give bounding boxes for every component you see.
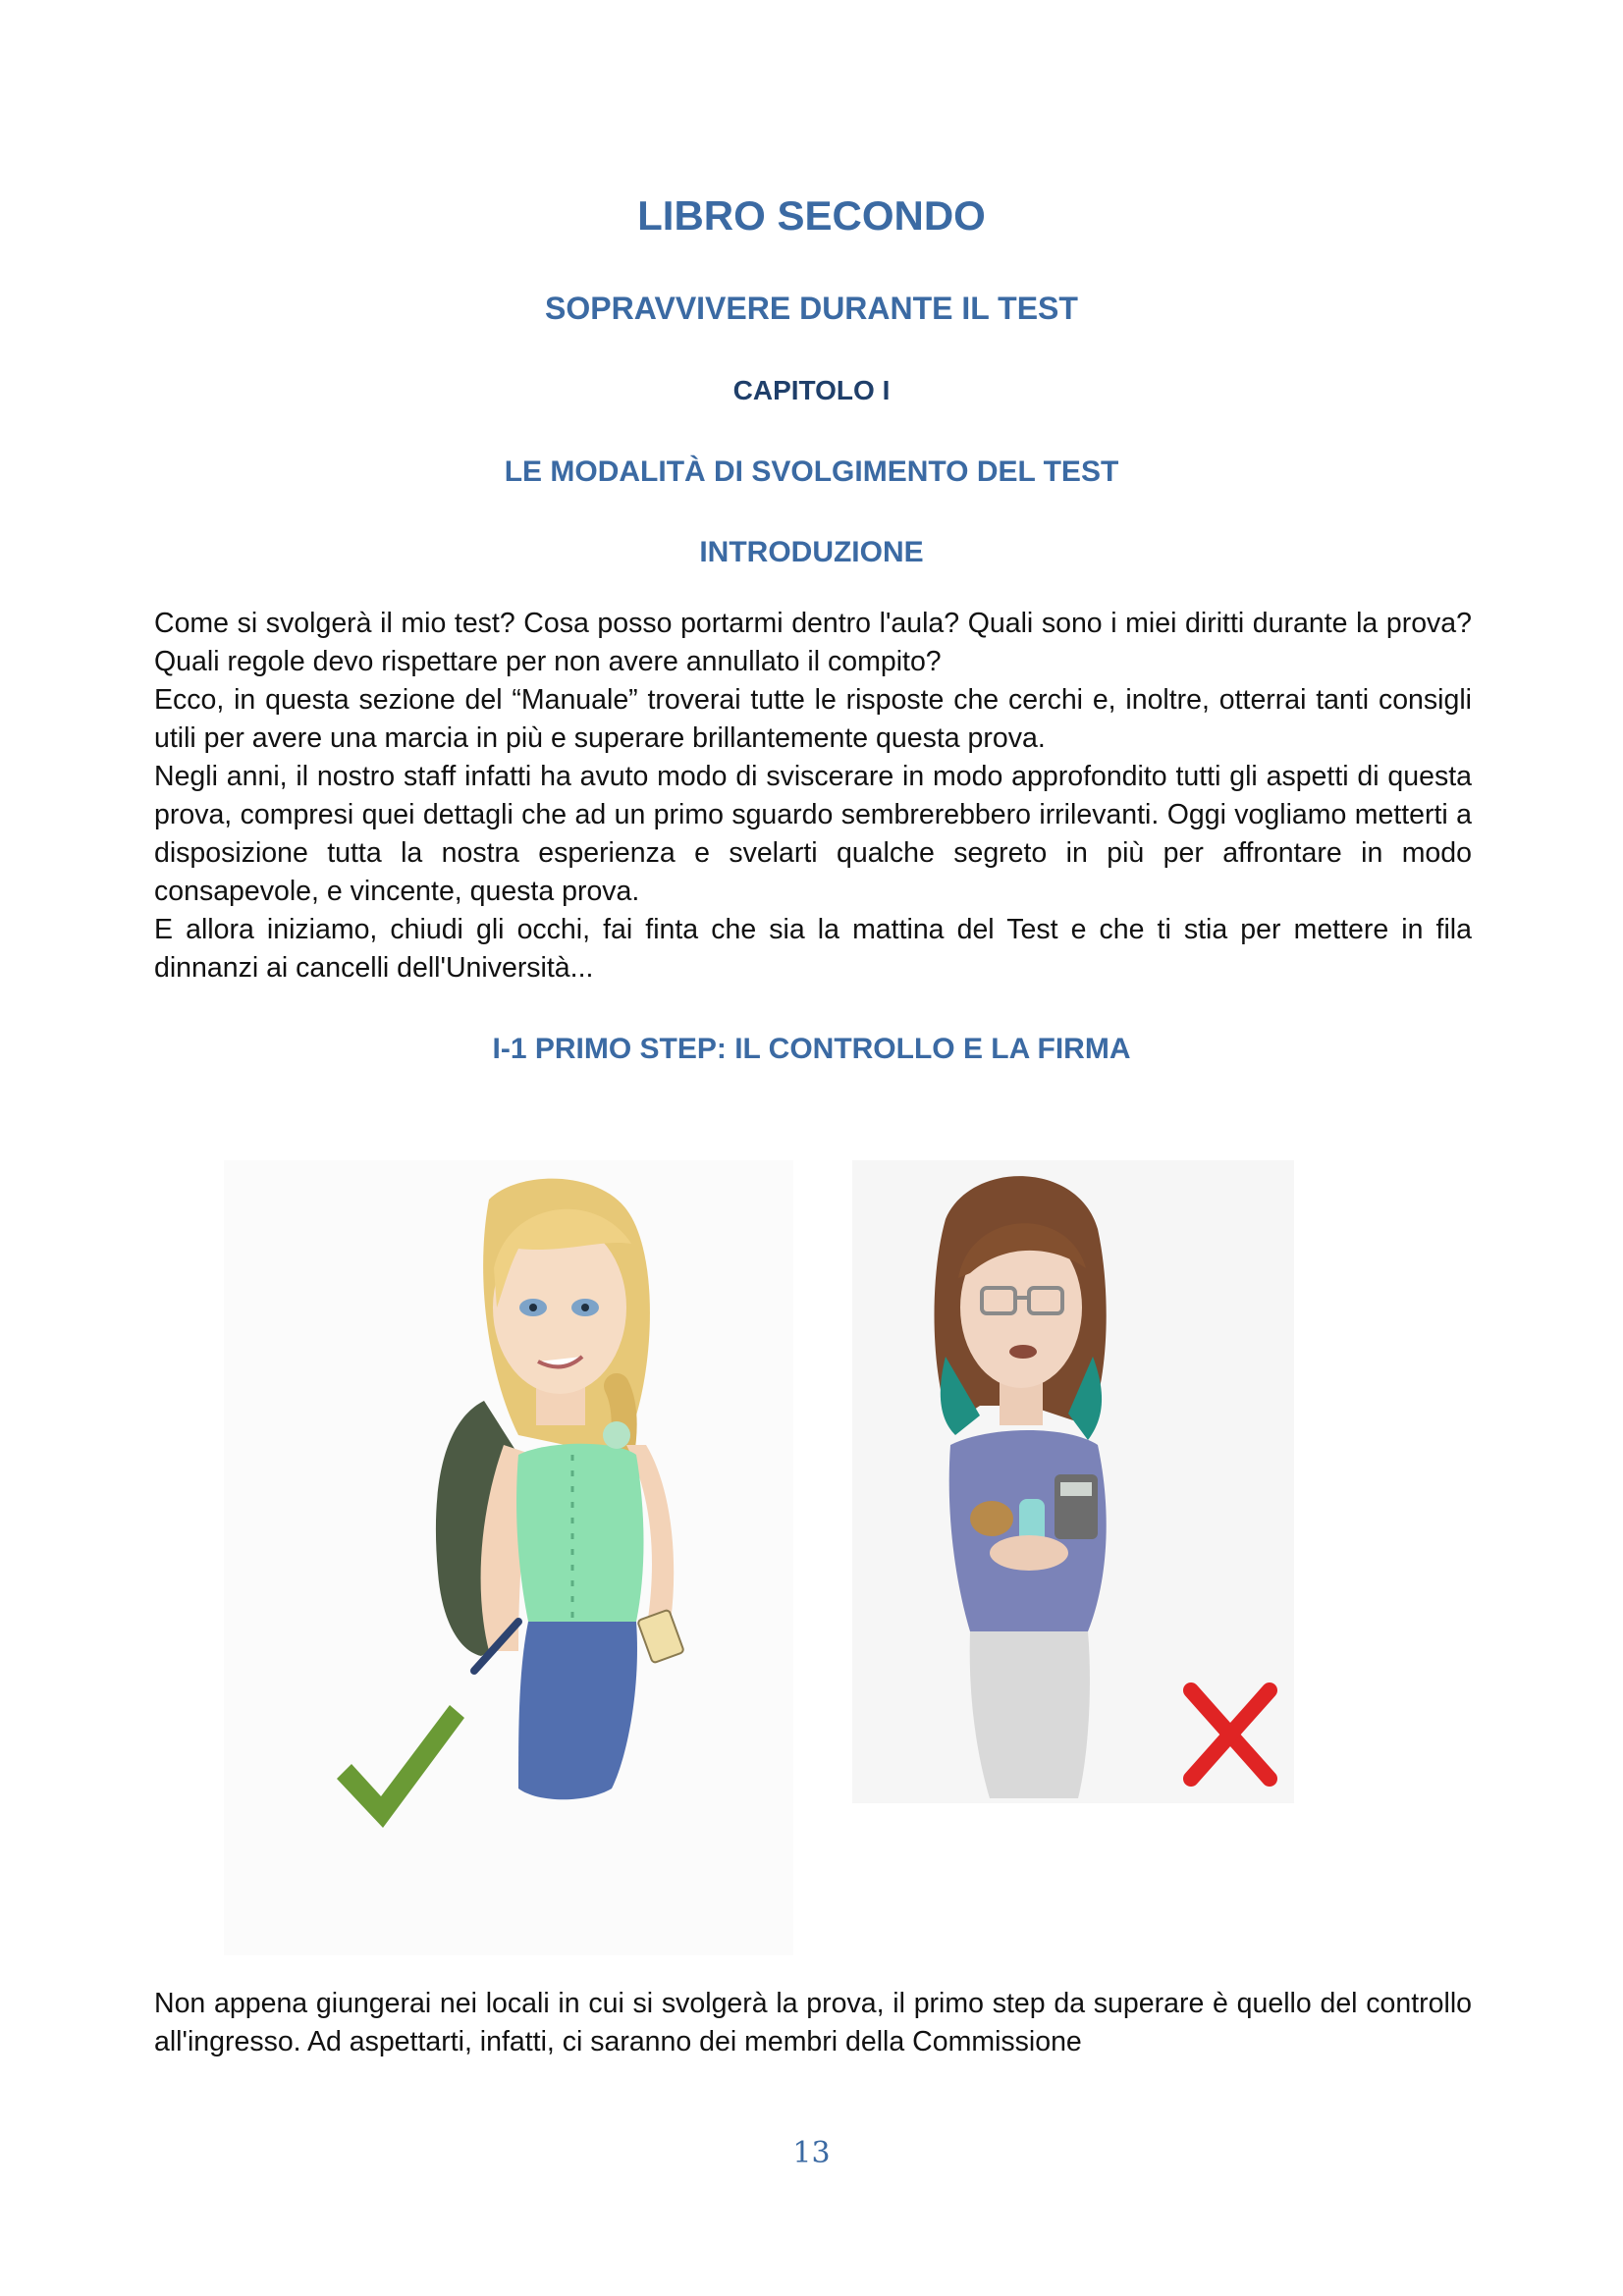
chapter-heading: CAPITOLO I — [732, 375, 891, 405]
intro-text — [154, 605, 1472, 988]
illustration — [224, 1160, 1402, 1955]
intro-paragraph: Negli anni, il nostro staff infatti ha avuto modo di sviscerare in modo approfondito tutti gli aspetti di questa prova, compresi quei dettagli che ad un primo sguardo sembrerebbero irrilevanti. Oggi vogliamo metterti a disposizione tutta la nostra esperienza e svelarti qualche segreto in più per affrontare in modo consapevole, e vincente, questa prova. — [154, 761, 1472, 907]
body-paragraph: Non appena giungerai nei locali in cui si svolgerà la prova, il primo step da superare è quello del controllo all'ingresso. Ad aspettarti, infatti, ci saranno dei membri della Commissione — [154, 1988, 1472, 2057]
chapter-title: LE MODALITÀ DI SVOLGIMENTO DEL TEST — [504, 455, 1119, 488]
section-heading: I-1 PRIMO STEP: IL CONTROLLO E LA FIRMA — [492, 1033, 1131, 1065]
page-number: 13 — [792, 2136, 831, 2170]
intro-paragraph: E allora iniziamo, chiudi gli occhi, fai finta che sia la mattina del Test e che ti stia per mettere in fila dinnanzi ai cancelli dell'Università... — [154, 914, 1472, 984]
book-subtitle: SOPRAVVIVERE DURANTE IL TEST — [545, 291, 1078, 326]
intro-paragraph: Come si svolgerà il mio test? Cosa posso portarmi dentro l'aula? Quali sono i miei diritti durante la prova? Quali regole devo rispettare per non avere annullato il compito? — [154, 608, 1472, 677]
book-heading: LIBRO SECONDO — [637, 192, 986, 239]
body-text — [154, 1985, 1472, 2061]
intro-heading: INTRODUZIONE — [699, 536, 924, 568]
intro-paragraph: Ecco, in questa sezione del “Manuale” troverai tutte le risposte che cerchi e, inoltre, otterrai tanti consigli utili per avere una marcia in più e superare brillantemente questa prova. — [154, 684, 1472, 754]
